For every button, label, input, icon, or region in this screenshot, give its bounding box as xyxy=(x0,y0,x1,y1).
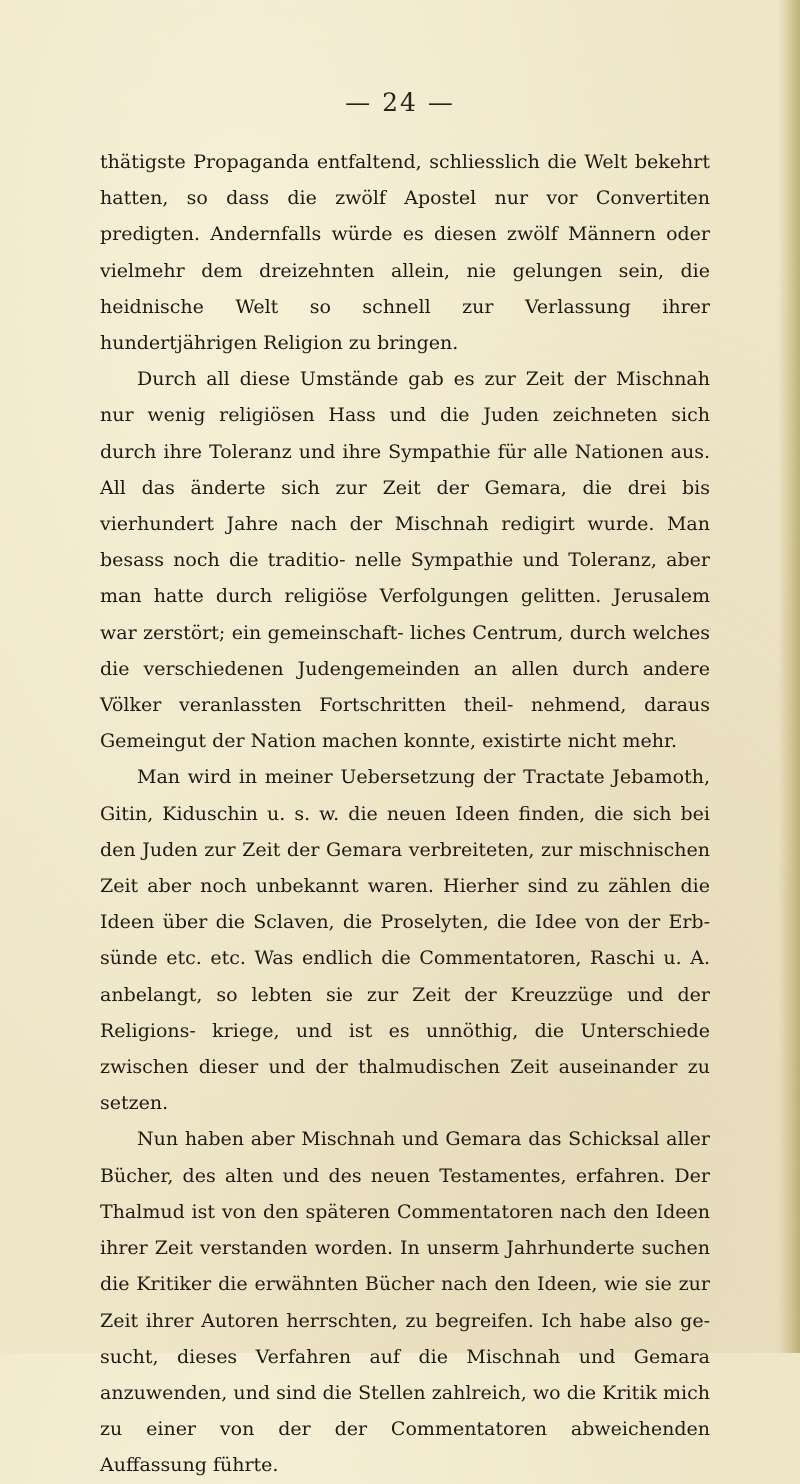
paragraph-2: Durch all diese Umstände gab es zur Zeit der Mischnah nur wenig religiösen Hass und die Juden zeichneten sich durch ihre Toleranz und ihre Sympathie für alle Nationen aus. All das änderte sich zur Zeit der Gemara, die drei bis vierhundert Jahre nach der Mischnah redigirt wurde. Man besass noch die traditio- nelle Sympathie und Toleranz, aber man hatte durch religiöse Verfolgungen gelitten. Jerusalem war zerstört; ein gemeinschaft- liches Centrum, durch welches die verschiedenen Judengemeinden an allen durch andere Völker veranlassten Fortschritten theil- nehmend, daraus Gemeingut der Nation machen konnte, existirte nicht mehr. xyxy=(100,368,710,753)
body-text xyxy=(100,144,710,1484)
paragraph-1: thätigste Propaganda entfaltend, schliesslich die Welt bekehrt hatten, so dass die zwölf Apostel nur vor Convertiten predigten. Andernfalls würde es diesen zwölf Männern oder vielmehr dem dreizehnten allein, nie gelungen sein, die heidnische Welt so schnell zur Verlassung ihrer hundertjährigen Religion zu bringen. xyxy=(100,151,710,355)
page-edge-shadow xyxy=(778,0,800,1353)
page-number: — 24 — xyxy=(345,88,455,117)
paragraph-3: Man wird in meiner Uebersetzung der Tractate Jebamoth, Gitin, Kiduschin u. s. w. die neuen Ideen finden, die sich bei den Juden zur Zeit der Gemara verbreiteten, zur mischnischen Zeit aber noch unbekannt waren. Hierher sind zu zählen die Ideen über die Sclaven, die Proselyten, die Idee von der Erb- sünde etc. etc. Was endlich die Commentatoren, Raschi u. A. anbelangt, so lebten sie zur Zeit der Kreuzzüge und der Religions- kriege, und ist es unnöthig, die Unterschiede zwischen dieser und der thalmudischen Zeit auseinander zu setzen. xyxy=(100,766,710,1115)
paragraph-4: Nun haben aber Mischnah und Gemara das Schicksal aller Bücher, des alten und des neuen Testamentes, erfahren. Der Thalmud ist von den späteren Commentatoren nach den Ideen ihrer Zeit verstanden worden. In unserm Jahrhunderte suchen die Kritiker die erwähnten Bücher nach den Ideen, wie sie zur Zeit ihrer Autoren herrschten, zu begreifen. Ich habe also ge- sucht, dieses Verfahren auf die Mischnah und Gemara anzuwenden, und sind die Stellen zahlreich, wo die Kritik mich zu einer von der der Commentatoren abweichenden Auffassung führte. xyxy=(100,1128,710,1477)
